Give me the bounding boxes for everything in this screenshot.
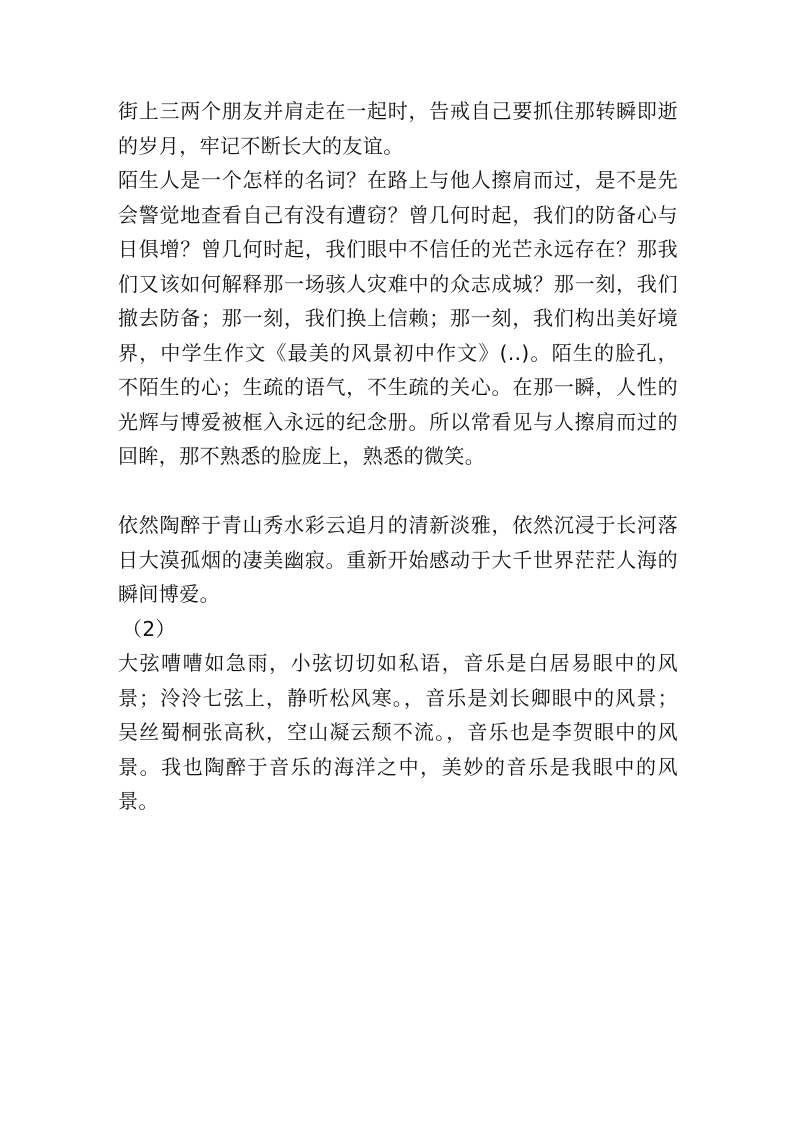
document-body — [118, 94, 678, 819]
paragraph-friendship: 街上三两个朋友并肩走在一起时，告戒自己要抓住那转瞬即逝的岁月，牢记不断长大的友谊。 — [118, 99, 678, 158]
paragraph-spacer — [118, 474, 678, 509]
paragraph-strangers: 陌生人是一个怎样的名词？在路上与他人擦肩而过，是不是先会警觉地查看自己有没有遭窃？曾几何时起，我们的防备心与日俱增？曾几何时起，我们眼中不信任的光芒永远存在？那我们又该如何解释那一场骇人灾难中的众志成城？那一刻，我们撤去防备；那一刻，我们换上信赖；那一刻，我们构出美好境界，中学生作文《最美的风景初中作文》(..)。陌生的脸孔，不陌生的心；生疏的语气，不生疏的关心。在那一瞬，人性的光辉与博爱被框入永远的纪念册。所以常看见与人擦肩而过的回眸，那不熟悉的脸庞上，熟悉的微笑。 — [118, 168, 678, 468]
section-label: （2） — [122, 616, 176, 641]
paragraph-landscape: 依然陶醉于青山秀水彩云追月的清新淡雅，依然沉浸于长河落日大漠孤烟的凄美幽寂。重新开始感动于大千世界茫茫人海的瞬间博爱。 — [118, 513, 678, 606]
paragraph-music: 大弦嘈嘈如急雨，小弦切切如私语，音乐是白居易眼中的风景；泠泠七弦上，静听松风寒。，音乐是刘长卿眼中的风景；吴丝蜀桐张高秋，空山凝云颓不流。，音乐也是李贺眼中的风景。我也陶醉于音乐的海洋之中，美妙的音乐是我眼中的风景。 — [118, 651, 678, 813]
